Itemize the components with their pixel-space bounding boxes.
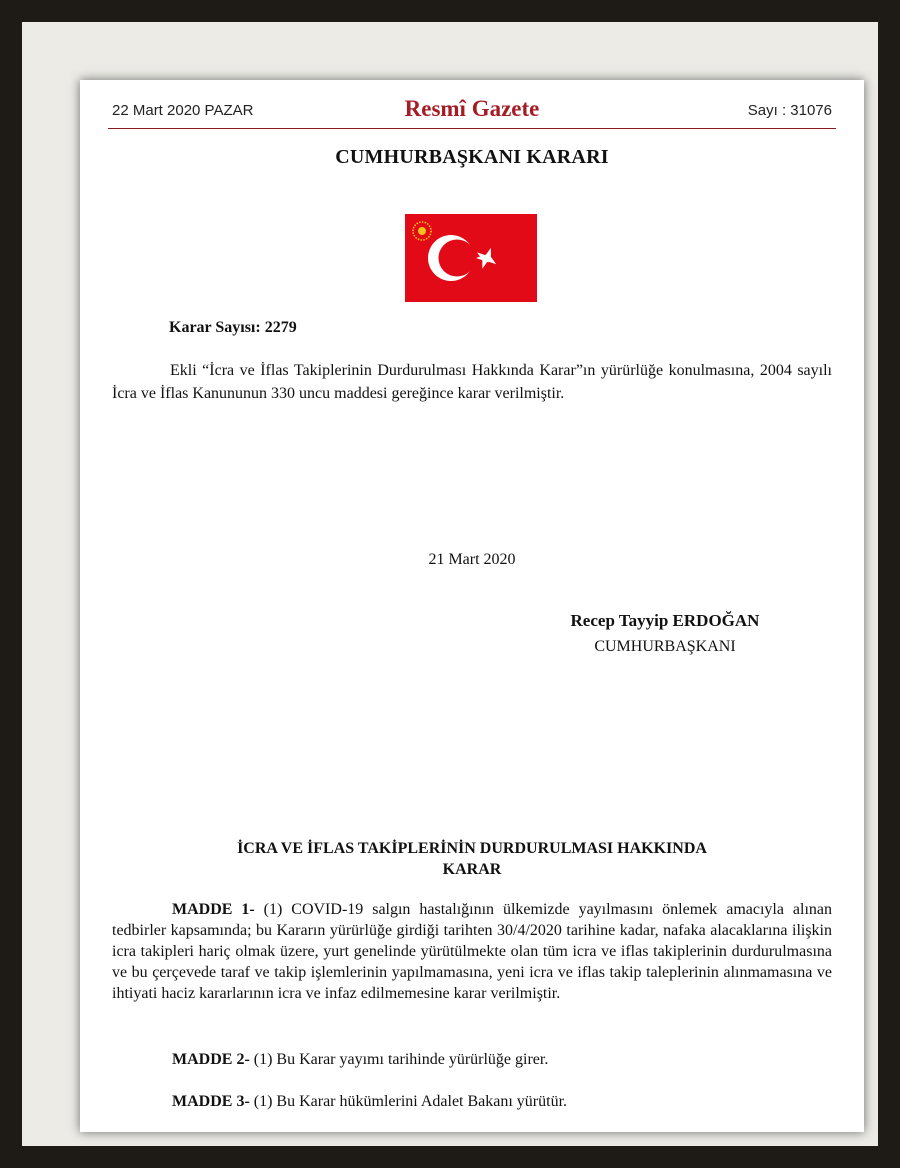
article-1-label: MADDE 1- — [172, 901, 255, 918]
header-divider — [108, 128, 836, 129]
article-3-text: (1) Bu Karar hükümlerini Adalet Bakanı yürütür. — [253, 1093, 568, 1110]
gazette-page — [80, 80, 864, 1132]
gazette-title: Resmî Gazete — [404, 96, 540, 121]
presidential-flag-icon — [405, 214, 537, 302]
article-1 — [112, 899, 832, 1004]
article-3 — [112, 1091, 832, 1112]
signatory-name: Recep Tayyip ERDOĞAN — [570, 611, 760, 630]
article-2 — [112, 1049, 832, 1070]
signature-block — [550, 608, 780, 660]
decision-date: 21 Mart 2020 — [428, 551, 516, 568]
decree-title-line-1: İCRA VE İFLAS TAKİPLERİNİN DURDURULMASI HAKKINDA — [237, 840, 707, 857]
intro-paragraph: Ekli “İcra ve İflas Takiplerinin Durdurulması Hakkında Karar”ın yürürlüğe konulmasına, 2004 sayılı İcra ve İflas Kanununun 330 uncu maddesi gereğince karar verilmiştir. — [112, 362, 832, 402]
decision-number: Karar Sayısı: 2279 — [169, 319, 297, 336]
picture-frame — [22, 22, 878, 1146]
article-2-text: (1) Bu Karar yayımı tarihinde yürürlüğe girer. — [253, 1051, 549, 1068]
article-3-label: MADDE 3- — [172, 1093, 250, 1110]
header-date: 22 Mart 2020 PAZAR — [112, 102, 254, 119]
decree-title — [80, 838, 864, 880]
section-title: CUMHURBAŞKANI KARARI — [335, 146, 609, 168]
signatory-title: CUMHURBAŞKANI — [594, 638, 736, 655]
header-issue-number: Sayı : 31076 — [747, 102, 832, 119]
article-2-label: MADDE 2- — [172, 1051, 250, 1068]
article-1-text: (1) COVID-19 salgın hastalığının ülkemizde yayılmasını önlemek amacıyla alınan tedbirler kapsamında; bu Kararın yürürlüğe girdiği tarihten 30/4/2020 tarihine kadar, nafaka alacaklarına ilişkin icra takipleri hariç olmak üzere, yurt genelinde yürütülmekte olan tüm icra ve iflas takiplerinin durdurulmasına ve bu çerçevede taraf ve takip işlemlerinin yapılmamasına, yeni icra ve iflas takip taleplerinin alınmamasına ve ihtiyati haciz kararlarının icra ve infaz edilmemesine karar verilmiştir. — [112, 901, 833, 1002]
decree-title-line-2: KARAR — [442, 861, 502, 878]
